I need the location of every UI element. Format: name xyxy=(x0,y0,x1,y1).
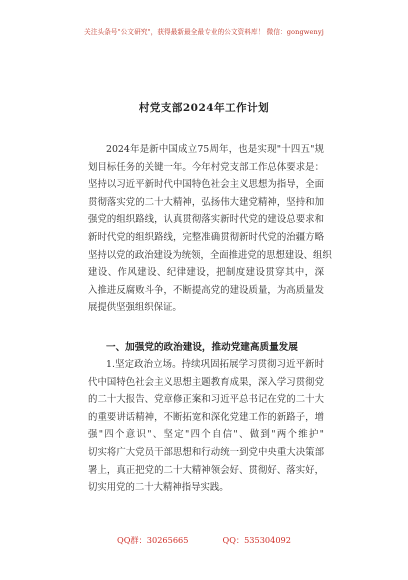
section1-line: 的二十大报告、党章修正案和习近平总书记在党的二十大 xyxy=(88,394,324,406)
section1-line: 强"四个意识"、坚定"四个自信"、做到"两个维护" xyxy=(88,429,324,441)
intro-paragraph xyxy=(88,141,332,317)
intro-line: 强党的组织路线，认真贯彻落实新时代党的建设总要求和 xyxy=(88,214,324,226)
section1-line: 1.坚定政治立场。持续巩固拓展学习贯彻习近平新时 xyxy=(106,359,324,370)
intro-line: 入推进反腐败斗争，不断提高党的建设质量，为高质量发 xyxy=(88,284,324,296)
intro-line: 2024年是新中国成立75周年，也是实现"十四五"规 xyxy=(106,144,324,155)
section1-line: 署上，真正把党的二十大精神领会好、贯彻好、落实好， xyxy=(88,464,324,476)
intro-line: 展提供坚强组织保证。 xyxy=(88,302,182,314)
section1-paragraph xyxy=(88,356,324,497)
section1-line: 切实将广大党员干部思想和行动统一到党中央重大决策部 xyxy=(88,446,324,458)
section-heading: 一、加强党的政治建设，推动党建高质量发展 xyxy=(106,342,298,353)
intro-line: 坚持以习近平新时代中国特色社会主义思想为指导，全面 xyxy=(88,179,324,191)
header-promo-note: 关注头条号"公文研究"，获得最新最全最专业的公文资料库！ 微信：gongwenyj xyxy=(84,28,324,36)
section1-line: 的重要讲话精神，不断拓宽和深化党建工作的新路子，增 xyxy=(88,411,324,423)
document-title: 村党支部2024年工作计划 xyxy=(138,102,270,114)
footer-contact xyxy=(0,535,408,546)
qq-number: QQ：535304092 xyxy=(222,535,291,545)
intro-line: 划目标任务的关键一年。今年村党支部工作总体要求是： xyxy=(88,161,324,173)
section1-line: 切实用党的二十大精神指导实践。 xyxy=(88,482,229,494)
intro-line: 新时代党的组织路线，完整准确贯彻新时代党的治疆方略 xyxy=(88,231,324,243)
qq-group-number: QQ群：30265665 xyxy=(117,535,189,545)
intro-line: 建设、作风建设、纪律建设，把制度建设贯穿其中，深 xyxy=(88,267,324,279)
intro-line: 贯彻落实党的二十大精神，弘扬伟大建党精神，坚持和加 xyxy=(88,196,324,208)
section1-line: 代中国特色社会主义思想主题教育成果，深入学习贯彻党 xyxy=(88,376,324,388)
intro-line: 坚持以党的政治建设为统领，全面推进党的思想建设、组织 xyxy=(88,249,332,261)
